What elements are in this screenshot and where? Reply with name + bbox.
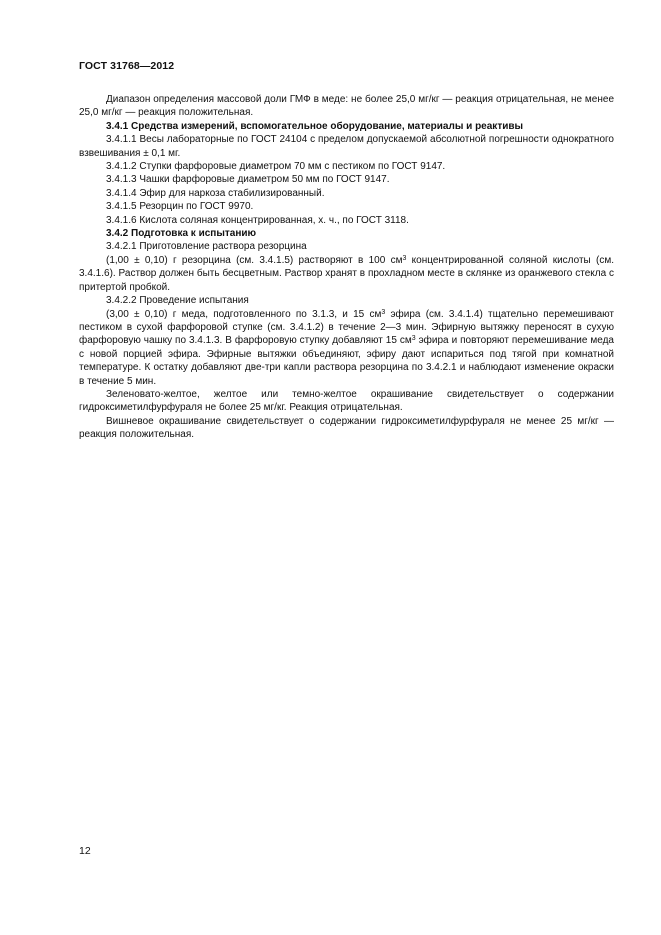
superscript: 3 (411, 335, 416, 343)
text-segment: эфира и повторяют перемешивание меда с новой порцией эфира. Эфирные вытяжки объединяют, эфиру дают испариться под тягой при комнатной температуре. К остатку добавляют две-три капли раствора резорцина по 3.4.2.1 и наблюдают изменение окраски в течение 5 мин. (79, 335, 614, 387)
paragraph-3-4-2-2: 3.4.2.2 Проведение испытания (106, 295, 249, 307)
paragraph-3-4-1-2: 3.4.1.2 Ступки фарфоровые диаметром 70 мм с пестиком по ГОСТ 9147. (106, 161, 446, 173)
paragraph-3-4-2-1: 3.4.2.1 Приготовление раствора резорцина (106, 241, 307, 253)
superscript: 3 (402, 254, 407, 262)
paragraph-range: Диапазон определения массовой доли ГМФ в меде: не более 25,0 мг/кг — реакция отрицательная, не менее 25,0 мг/кг — реакция положительная. (79, 94, 614, 119)
paragraph-resorcinol-preparation (79, 254, 614, 294)
paragraph-3-4-1-5: 3.4.1.5 Резорцин по ГОСТ 9970. (106, 201, 254, 213)
paragraph-3-4-1-4: 3.4.1.4 Эфир для наркоза стабилизированный. (106, 187, 325, 199)
section-heading-3-4-2: 3.4.2 Подготовка к испытанию (106, 228, 257, 240)
text-segment: (3,00 ± 0,10) г меда, подготовленного по 3.1.3, и 15 см (106, 308, 382, 320)
paragraph-3-4-1-3: 3.4.1.3 Чашки фарфоровые диаметром 50 мм по ГОСТ 9147. (106, 174, 390, 186)
section-heading-3-4-1: 3.4.1 Средства измерений, вспомогательное оборудование, материалы и реактивы (106, 120, 524, 132)
document-body (79, 93, 614, 442)
paragraph-test-procedure (79, 308, 614, 388)
paragraph-3-4-1-1: 3.4.1.1 Весы лабораторные по ГОСТ 24104 с пределом допускаемой абсолютной погрешности однократного взвешивания ± 0,1 мг. (79, 134, 614, 159)
text-segment: эфира (см. 3.4.1.4) тщательно перемешивают пестиком в сухой фарфоровой ступке (см. 3.4.1.2) в течение 2—3 мин. Эфирную вытяжку переносят в сухую фарфоровую чашку по 3.4.1.3. В фарфоровую ступку добавляют 15 см (79, 308, 614, 347)
paragraph-positive-result: Вишневое окрашивание свидетельствует о содержании гидроксиметилфурфураля не менее 25 мг/кг — реакция положительная. (79, 415, 614, 441)
text-segment: (1,00 ± 0,10) г резорцина (см. 3.4.1.5) растворяют в 100 см (106, 254, 403, 266)
document-header: ГОСТ 31768—2012 (79, 60, 175, 72)
paragraph-3-4-1-6: 3.4.1.6 Кислота соляная концентрированная, х. ч., по ГОСТ 3118. (106, 214, 409, 226)
page-number: 12 (79, 845, 91, 857)
text-segment: концентрированной соляной кислоты (см. 3.4.1.6). Раствор должен быть бесцветным. Раствор хранят в прохладном месте в склянке из оранжевого стекла с притертой пробкой. (79, 254, 614, 293)
paragraph-negative-result: Зеленовато-желтое, желтое или темно-желтое окрашивание свидетельствует о содержании гидроксиметилфурфураля не более 25 мг/кг. Реакция отрицательная. (79, 388, 614, 414)
superscript: 3 (381, 308, 386, 316)
